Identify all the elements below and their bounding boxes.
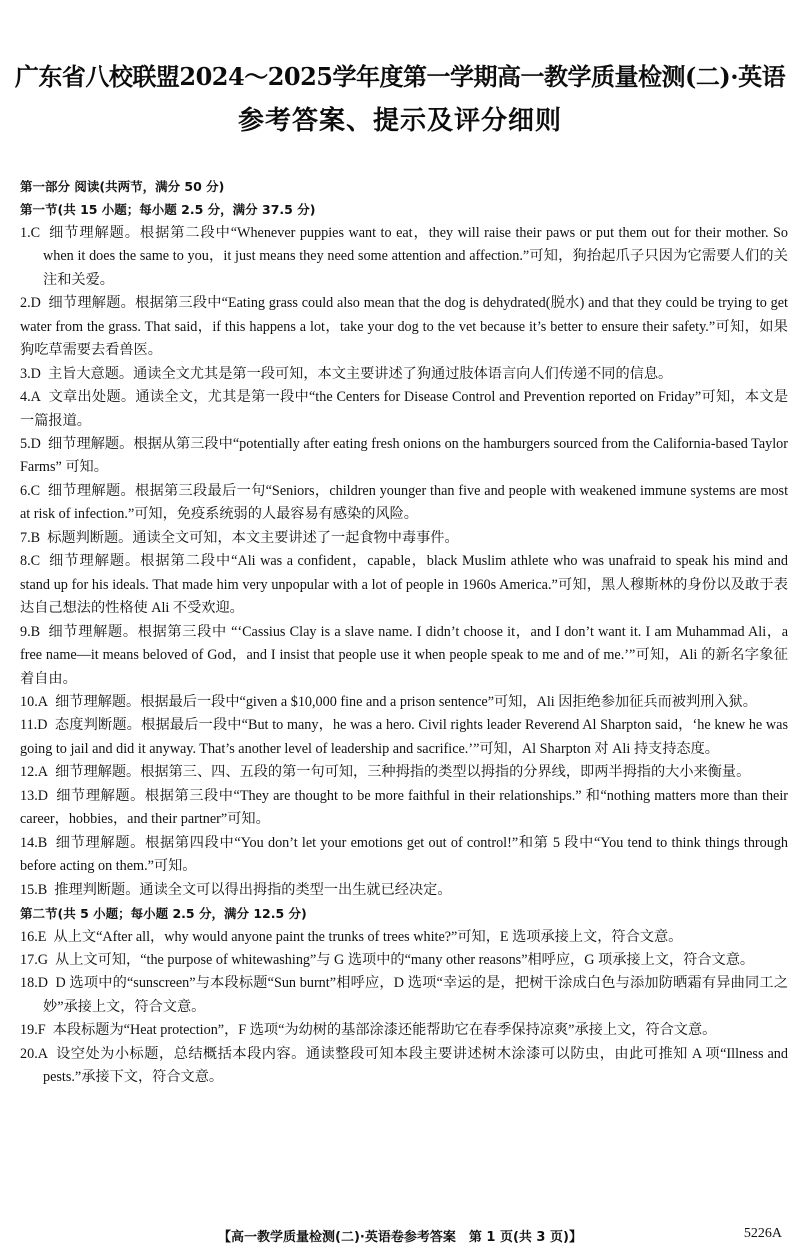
answer-number: 5.D	[20, 435, 41, 452]
answer-item	[20, 972, 788, 1019]
answer-item	[20, 433, 788, 480]
answer-number: 16.E	[20, 928, 47, 945]
answer-number: 4.A	[20, 389, 41, 406]
answer-number: 19.F	[20, 1022, 46, 1039]
answer-number: 13.D	[20, 787, 48, 804]
page-footer	[0, 1226, 800, 1250]
answer-number: 10.A	[20, 693, 48, 710]
answer-explanation: 细节理解题。根据第四段中“You don’t let your emotions get out of control!”和第 5 段中“You tend to think things through before acting on them.”可知。	[20, 834, 789, 875]
answer-item	[20, 480, 788, 527]
answer-item	[20, 550, 788, 620]
answer-number: 11.D	[20, 717, 48, 734]
answer-item	[20, 1043, 788, 1090]
answer-number: 3.D	[20, 365, 41, 382]
answer-explanation: 标题判断题。通读全文可知，本文主要讲述了一起食物中毒事件。	[47, 529, 459, 546]
answer-explanation: 细节理解题。根据最后一段中“given a $10,000 fine and a prison sentence”可知，Ali 因拒绝参加征兵而被判刑入狱。	[55, 693, 757, 710]
answer-explanation: 本段标题为“Heat protection”，F 选项“为幼树的基部涂漆还能帮助它在春季保持凉爽”承接上文，符合文意。	[52, 1022, 717, 1039]
part-heading: 第一部分 阅读(共两节，满分 50 分)	[20, 179, 225, 194]
answer-item	[20, 222, 788, 292]
answer-number: 15.B	[20, 881, 48, 898]
answer-number: 12.A	[20, 764, 48, 781]
answer-explanation: 主旨大意题。通读全文尤其是第一段可知，本文主要讲述了狗通过肢体语言向人们传递不同的信息。	[47, 365, 673, 382]
answer-number: 18.D	[20, 975, 48, 992]
answer-explanation: 细节理解题。根据第三段中“They are thought to be more faithful in their relationships.” 和“nothing matters more than their career，hobbies，and their partner”可知。	[20, 787, 789, 828]
footer-exam-code: 5226A	[743, 1226, 782, 1241]
answer-number: 2.D	[20, 295, 41, 312]
answer-item	[20, 363, 788, 386]
answer-number: 7.B	[20, 529, 41, 546]
answer-explanation: 细节理解题。根据第二段中“Whenever puppies want to eat，they will raise their paws or put them out for their mother. So when it does the same to you，it just means they need some attention and affection.”可知，狗抬起爪子只因为它需要人们的关注和关爱。	[43, 224, 789, 288]
document-title: 广东省八校联盟2024～2025学年度第一学期高一教学质量检测(二)·英语	[14, 62, 786, 91]
answer-number: 9.B	[20, 623, 41, 640]
answer-item	[20, 527, 788, 550]
answer-number: 14.B	[20, 834, 48, 851]
document-subtitle: 参考答案、提示及评分细则	[237, 106, 562, 136]
answer-item	[20, 832, 788, 879]
answer-explanation: 态度判断题。根据最后一段中“But to many，he was a hero. Civil rights leader Reverend Al Sharpton said，‘he knew he was going to jail and did it anyway. That’s another level of leadership and sacrifice.’”可知，Al Sharpton 对 Ali 持支持态度。	[20, 717, 789, 757]
answer-item	[20, 691, 788, 714]
answer-explanation: 细节理解题。根据第三段中“Eating grass could also mean that the dog is dehydrated(脱水) and that they could be trying to get water from the grass. That said，if this happens a lot，take your dog to the vet because it’s better to ensure their safety.”可知，如果狗吃草需要去看兽医。	[20, 295, 788, 359]
answer-number: 8.C	[20, 553, 41, 570]
footer-page-info: 【高一教学质量检测(二)·英语卷参考答案 第 1 页(共 3 页)】	[218, 1230, 582, 1245]
answer-explanation: 细节理解题。根据第三、四、五段的第一句可知，三种拇指的类型以拇指的分界线，即两半拇指的大小来衡量。	[55, 764, 751, 781]
answer-item	[20, 926, 788, 949]
answer-number: 20.A	[20, 1045, 48, 1062]
section-2-heading: 第二节(共 5 小题；每小题 2.5 分，满分 12.5 分)	[20, 906, 307, 922]
answer-explanation: 设空处为小标题，总结概括本段内容。通读整段可知本段主要讲述树木涂漆可以防虫，由此可推知 A 项“Illness and pests.”承接下文，符合文意。	[43, 1045, 788, 1086]
section-1-heading: 第一节(共 15 小题；每小题 2.5 分，满分 37.5 分)	[20, 202, 316, 218]
answer-explanation: 推理判断题。通读全文可以得出拇指的类型一出生就已经决定。	[54, 881, 452, 898]
answer-item	[20, 879, 788, 902]
answer-number: 6.C	[20, 482, 41, 499]
answer-explanation: 细节理解题。根据第三段中 “‘Cassius Clay is a slave name. I didn’t choose it，and I don’t want it. I am Muhammad Ali，a free name—it means beloved of God，and I insist that people use it when people speak to me and of me.’”可知，Ali 的新名字象征着自由。	[20, 623, 788, 687]
answer-explanation: D 选项中的“sunscreen”与本段标题“Sun burnt”相呼应，D 选项“幸运的是，把树干涂成白色与添加防晒霜有异曲同工之妙”承接上文，符合文意。	[43, 975, 789, 1015]
answer-item	[20, 1019, 788, 1042]
answer-item	[20, 621, 788, 691]
answer-content	[20, 175, 788, 1090]
answer-item	[20, 714, 788, 761]
answer-explanation: 细节理解题。根据从第三段中“potentially after eating fresh onions on the hamburgers sourced from the California-based Taylor Farms” 可知。	[20, 435, 788, 476]
answer-item	[20, 292, 788, 362]
answer-item	[20, 386, 788, 433]
answer-explanation: 文章出处题。通读全文，尤其是第一段中“the Centers for Disease Control and Prevention reported on Friday”可知，本文是一篇报道。	[20, 389, 789, 429]
answer-number: 1.C	[20, 224, 41, 241]
answer-explanation: 从上文可知，“the purpose of whitewashing”与 G 选项中的“many other reasons”相呼应，G 项承接上文，符合文意。	[55, 951, 755, 968]
answer-number: 17.G	[20, 951, 48, 968]
answer-explanation: 细节理解题。根据第三段最后一句“Seniors，children younger than five and people with weakened immune systems are most at risk of infection.”可知，免疫系统弱的人最容易有感染的风险。	[20, 482, 789, 523]
answer-explanation: 细节理解题。根据第二段中“Ali was a confident，capable，black Muslim athlete who was unafraid to speak his mind and stand up for his ideals. That made him very unpopular with a lot of people in 1960s America.”可知，黑人穆斯林的身份以及敢于表达自己想法的性格使 Ali 不受欢迎。	[20, 553, 788, 617]
answer-item	[20, 949, 788, 972]
answer-item	[20, 785, 788, 832]
answer-explanation: 从上文“After all，why would anyone paint the trunks of trees white?”可知，E 选项承接上文，符合文意。	[53, 928, 683, 945]
answer-item	[20, 761, 788, 784]
